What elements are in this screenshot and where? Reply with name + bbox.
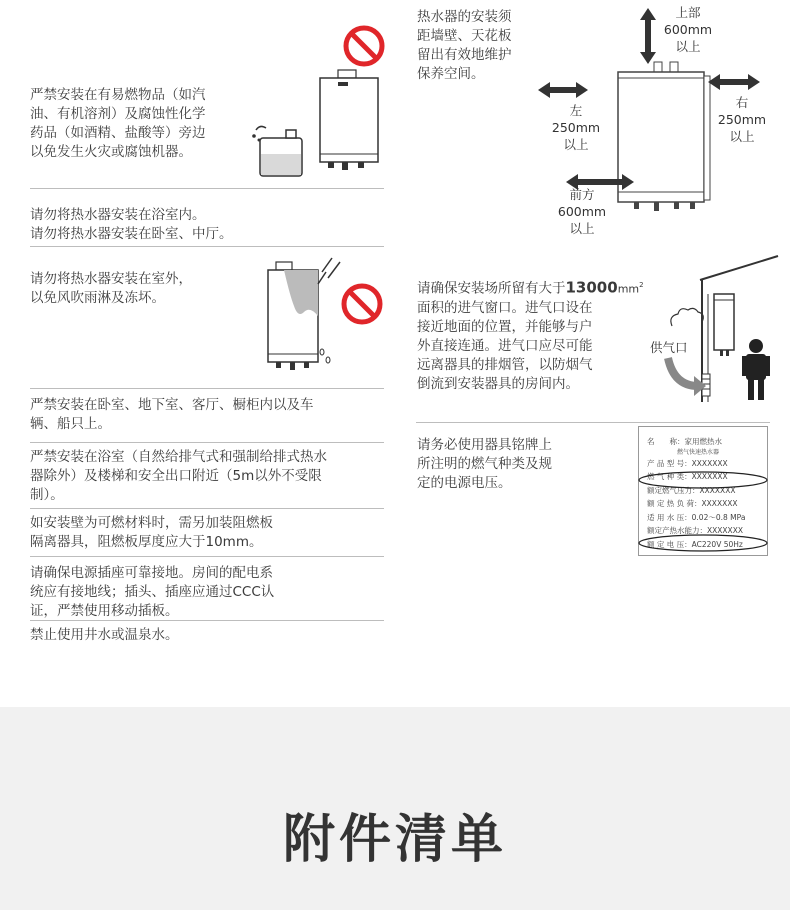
- divider: [30, 508, 384, 509]
- warning-bathroom: 请勿将热水器安装在浴室内。 请勿将热水器安装在卧室、中厅。: [30, 207, 233, 242]
- warning-fireproof-board: 如安装壁为可燃材料时，需另加装阻燃板 隔离器具，阻燃板厚度应大于10mm。: [30, 515, 273, 550]
- warning-flammables: 严禁安装在有易燃物品（如汽 油、有机溶剂）及腐蚀性化学 药品（如酒精、盐酸等）旁边 以免发生火灾或腐蚀机器。: [30, 87, 206, 160]
- plate-row: 适 用 水 压：0.02～0.8 MPa: [647, 512, 746, 522]
- divider: [30, 246, 384, 247]
- plate-row: 额定燃气压力：XXXXXXX: [647, 485, 736, 495]
- plate-row: 额定产热水能力：XXXXXXX: [647, 526, 743, 535]
- warning-rooms: 严禁安装在卧室、地下室、客厅、橱柜内以及车 辆、船只上。: [30, 397, 314, 432]
- divider: [30, 620, 384, 621]
- clearance-note: 热水器的安装须 距墙壁、天花板 留出有效地维护 保养空间。: [417, 9, 512, 82]
- nameplate-note: 请务必使用器具铭牌上 所注明的燃气种类及规 定的电源电压。: [417, 437, 552, 491]
- warning-well-water: 禁止使用井水或温泉水。: [30, 627, 179, 643]
- prohibited-icon: [340, 282, 384, 326]
- divider: [30, 442, 384, 443]
- air-inlet-diagram: [640, 254, 780, 404]
- clearance-top-label: 上部 600mm 以上: [663, 5, 713, 54]
- clearance-left-label: 左 250mm 以上: [551, 103, 601, 152]
- highlight-voltage: [636, 533, 770, 553]
- plate-row: 燃 气 种 类：XXXXXXX: [647, 472, 728, 481]
- plate-row: 额 定 热 负 荷：XXXXXXX: [647, 499, 738, 508]
- plate-row: 额 定 电 压：AC220V 50Hz: [647, 539, 743, 549]
- chemical-container-icon: [250, 120, 310, 178]
- water-heater-icon: [318, 68, 380, 176]
- warning-outdoor: 请勿将热水器安装在室外， 以免风吹雨淋及冻坏。: [30, 271, 192, 306]
- plate-row: 燃气快速热水器: [647, 448, 720, 456]
- section-title: 附件清单: [282, 810, 507, 870]
- air-inlet-label: 供气口: [650, 340, 688, 355]
- clearance-front-label: 前方 600mm 以上: [557, 187, 607, 236]
- clearance-right-label: 右 250mm 以上: [717, 95, 767, 144]
- warning-power-socket: 请确保电源插座可靠接地。房间的配电系 统应有接地线；插头、插座应通过CCC认 证，严禁使用移动插板。: [30, 565, 275, 619]
- divider: [30, 188, 384, 189]
- plate-row: 名 称：家用燃热水: [647, 437, 722, 446]
- divider: [30, 388, 384, 389]
- water-heater-rain-icon: [264, 256, 344, 376]
- prohibited-icon: [342, 24, 386, 68]
- warning-exits: 严禁安装在浴室（自然给排气式和强制给排式热水 器除外）及楼梯和安全出口附近（5m以外不受限 制）。: [30, 449, 327, 503]
- divider: [30, 556, 384, 557]
- divider: [416, 422, 770, 423]
- plate-row: 产 品 型 号：XXXXXXX: [647, 458, 728, 468]
- highlight-gas-type: [636, 470, 770, 490]
- air-inlet-note: 请确保安装场所留有大于$13000mm^2$ 面积的进气窗口。进气口设在 接近地面的位置，并能够与户 外直接连通。进气口应尽可能 远离器具的排烟管，以防烟气 倒流到安装器具的房间内。: [417, 278, 644, 392]
